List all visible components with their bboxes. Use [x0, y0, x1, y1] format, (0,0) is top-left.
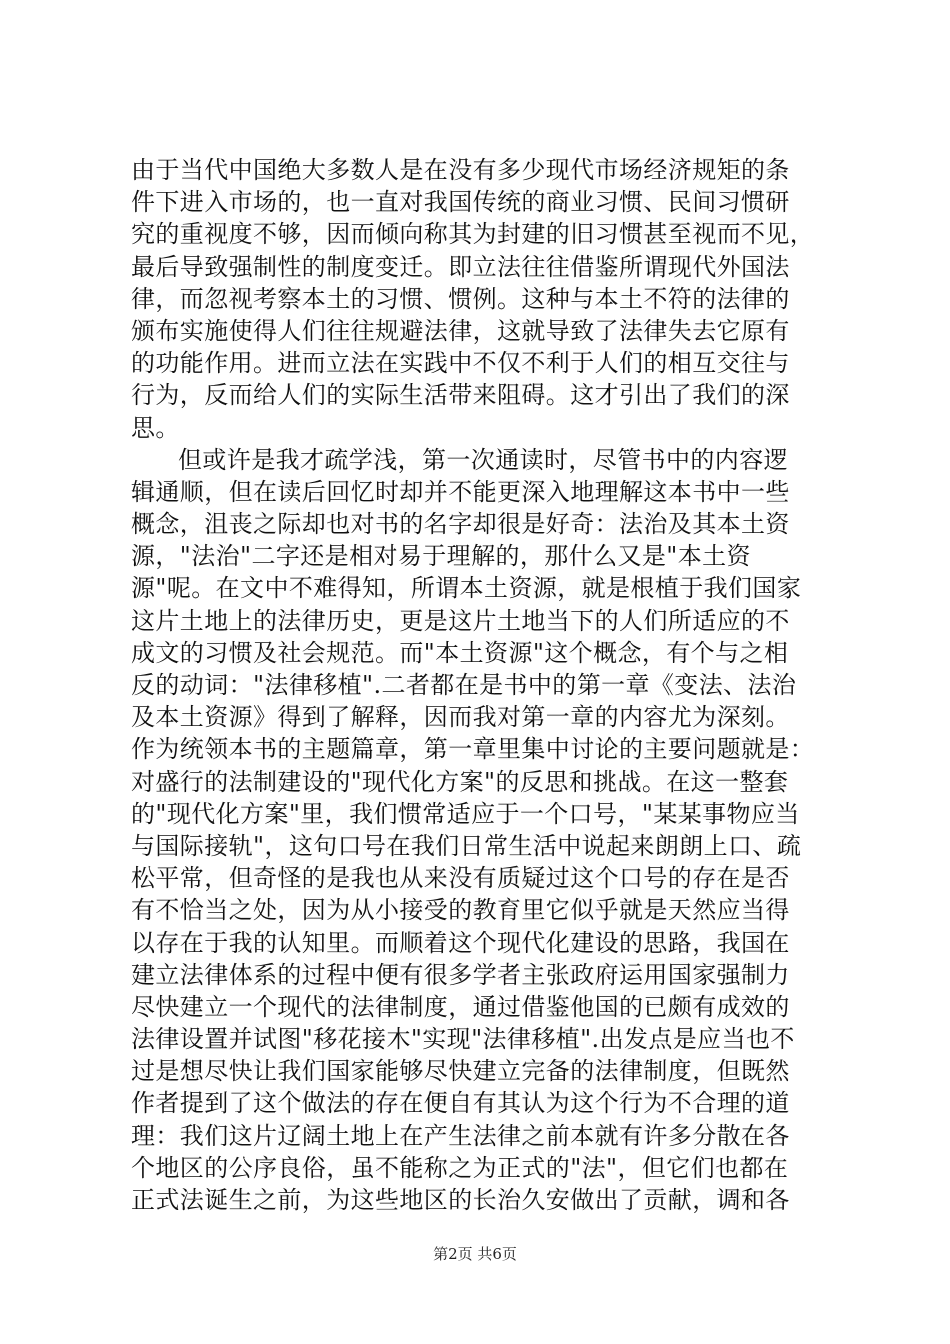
text-line: 正式法诞生之前，为这些地区的长治久安做出了贡献，调和各	[131, 1186, 790, 1214]
text-line: 颁布实施使得人们往往规避法律，这就导致了法律失去它原有	[131, 316, 790, 345]
text-line: 概念，沮丧之际却也对书的名字却很是好奇：法治及其本土资	[131, 510, 790, 539]
text-line: 这片土地上的法律历史，更是这片土地当下的人们所适应的不	[131, 606, 790, 635]
text-line: 松平常，但奇怪的是我也从来没有质疑过这个口号的存在是否	[131, 864, 790, 893]
text-line: 作为统领本书的主题篇章，第一章里集中讨论的主要问题就是：	[131, 735, 815, 764]
text-line: 思。	[131, 413, 180, 442]
text-line: 以存在于我的认知里。而顺着这个现代化建设的思路，我国在	[131, 928, 790, 957]
text-line: 最后导致强制性的制度变迁。即立法往往借鉴所谓现代外国法	[131, 252, 790, 281]
text-line: 究的重视度不够，因而倾向称其为封建的旧习惯甚至视而不见，	[131, 220, 815, 249]
text-line: 反的动词："法律移植".二者都在是书中的第一章《变法、法治	[131, 671, 797, 699]
text-line: 建立法律体系的过程中便有很多学者主张政府运用国家强制力	[131, 960, 790, 989]
paragraph-start-line: 但或许是我才疏学浅，第一次通读时，尽管书中的内容逻	[178, 445, 788, 474]
text-line: 及本土资源》得到了解释，因而我对第一章的内容尤为深刻。	[131, 703, 790, 732]
text-line: 作者提到了这个做法的存在便自有其认为这个行为不合理的道	[131, 1089, 790, 1118]
text-line: 有不恰当之处，因为从小接受的教育里它似乎就是天然应当得	[131, 896, 790, 925]
text-line: 源，"法治"二字还是相对易于理解的，那什么又是"本土资	[131, 542, 751, 571]
text-line: 过是想尽快让我们国家能够尽快建立完备的法律制度，但既然	[131, 1057, 790, 1086]
text-line: 源"呢。在文中不难得知，所谓本土资源，就是根植于我们国家	[131, 574, 802, 603]
body-text	[131, 154, 831, 1216]
page-number-footer: 第2页 共6页	[433, 1245, 517, 1263]
text-line: 与国际接轨"，这句口号在我们日常生活中说起来朗朗上口、疏	[131, 831, 802, 860]
text-line: 成文的习惯及社会规范。而"本土资源"这个概念，有个与之相	[131, 638, 789, 667]
text-line: 件下进入市场的，也一直对我国传统的商业习惯、民间习惯研	[131, 188, 790, 217]
text-line: 的功能作用。进而立法在实践中不仅不利于人们的相互交往与	[131, 349, 790, 378]
text-line: 个地区的公序良俗，虽不能称之为正式的"法"，但它们也都在	[131, 1153, 789, 1182]
text-line: 理：我们这片辽阔土地上在产生法律之前本就有许多分散在各	[131, 1121, 790, 1150]
text-line: 尽快建立一个现代的法律制度，通过借鉴他国的已颇有成效的	[131, 992, 790, 1021]
text-line: 法律设置并试图"移花接木"实现"法律移植".出发点是应当也不	[131, 1025, 795, 1054]
text-line: 辑通顺，但在读后回忆时却并不能更深入地理解这本书中一些	[131, 477, 790, 506]
text-line: 对盛行的法制建设的"现代化方案"的反思和挑战。在这一整套	[131, 767, 789, 796]
text-line: 律，而忽视考察本土的习惯、惯例。这种与本土不符的法律的	[131, 284, 790, 313]
text-line: 行为，反而给人们的实际生活带来阻碍。这才引出了我们的深	[131, 381, 790, 410]
text-line: 由于当代中国绝大多数人是在没有多少现代市场经济规矩的条	[131, 156, 790, 184]
text-line: 的"现代化方案"里，我们惯常适应于一个口号，"某某事物应当	[131, 799, 800, 828]
